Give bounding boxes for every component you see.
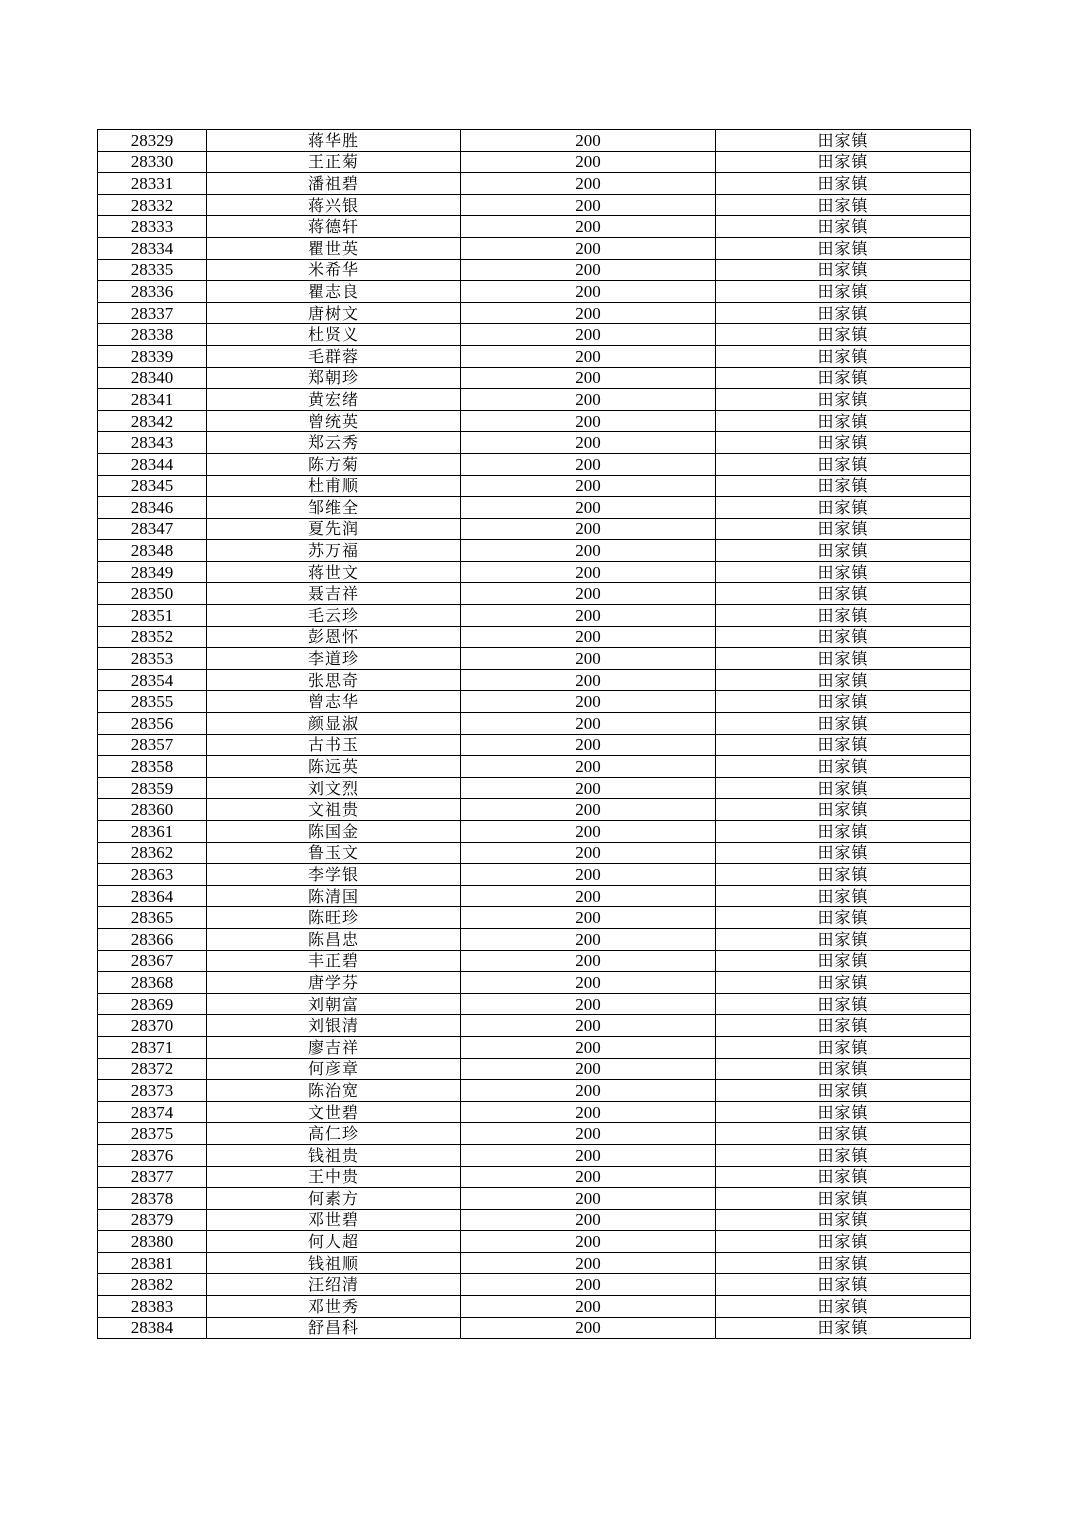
cell-id: 28348 (98, 540, 207, 562)
cell-id: 28366 (98, 928, 207, 950)
table-row (98, 842, 971, 864)
cell-amount: 200 (461, 130, 716, 152)
cell-id: 28372 (98, 1058, 207, 1080)
cell-amount: 200 (461, 281, 716, 303)
cell-amount: 200 (461, 345, 716, 367)
cell-id: 28344 (98, 453, 207, 475)
cell-amount: 200 (461, 972, 716, 994)
cell-name: 苏万福 (207, 540, 461, 562)
cell-id: 28345 (98, 475, 207, 497)
cell-name: 陈昌忠 (207, 928, 461, 950)
cell-id: 28335 (98, 259, 207, 281)
cell-town: 田家镇 (716, 972, 971, 994)
cell-amount: 200 (461, 1274, 716, 1296)
cell-town: 田家镇 (716, 367, 971, 389)
cell-amount: 200 (461, 583, 716, 605)
table-row (98, 1144, 971, 1166)
cell-amount: 200 (461, 1036, 716, 1058)
cell-name: 彭恩怀 (207, 626, 461, 648)
cell-amount: 200 (461, 1231, 716, 1253)
table-row (98, 1252, 971, 1274)
cell-name: 刘文烈 (207, 777, 461, 799)
cell-id: 28378 (98, 1188, 207, 1210)
cell-id: 28368 (98, 972, 207, 994)
cell-town: 田家镇 (716, 1080, 971, 1102)
cell-id: 28377 (98, 1166, 207, 1188)
cell-amount: 200 (461, 151, 716, 173)
cell-id: 28331 (98, 173, 207, 195)
cell-name: 李学银 (207, 864, 461, 886)
cell-id: 28384 (98, 1317, 207, 1339)
cell-id: 28338 (98, 324, 207, 346)
cell-amount: 200 (461, 1015, 716, 1037)
cell-town: 田家镇 (716, 1101, 971, 1123)
table-row (98, 1036, 971, 1058)
cell-town: 田家镇 (716, 648, 971, 670)
cell-town: 田家镇 (716, 734, 971, 756)
cell-id: 28356 (98, 713, 207, 735)
cell-name: 廖吉祥 (207, 1036, 461, 1058)
table-row (98, 151, 971, 173)
table-row (98, 648, 971, 670)
cell-name: 瞿世英 (207, 237, 461, 259)
table-row (98, 1231, 971, 1253)
table-row (98, 950, 971, 972)
table-row (98, 1058, 971, 1080)
table-row (98, 1166, 971, 1188)
cell-name: 曾志华 (207, 691, 461, 713)
cell-name: 陈方菊 (207, 453, 461, 475)
cell-id: 28363 (98, 864, 207, 886)
cell-name: 毛群蓉 (207, 345, 461, 367)
cell-id: 28365 (98, 907, 207, 929)
cell-amount: 200 (461, 389, 716, 411)
cell-amount: 200 (461, 518, 716, 540)
cell-town: 田家镇 (716, 173, 971, 195)
cell-id: 28369 (98, 993, 207, 1015)
cell-name: 陈国金 (207, 821, 461, 843)
cell-town: 田家镇 (716, 1188, 971, 1210)
cell-name: 蒋华胜 (207, 130, 461, 152)
cell-amount: 200 (461, 907, 716, 929)
cell-town: 田家镇 (716, 1317, 971, 1339)
cell-town: 田家镇 (716, 237, 971, 259)
cell-name: 李道珍 (207, 648, 461, 670)
table-row (98, 669, 971, 691)
cell-amount: 200 (461, 540, 716, 562)
cell-amount: 200 (461, 432, 716, 454)
table-row (98, 1188, 971, 1210)
table-row (98, 583, 971, 605)
cell-amount: 200 (461, 302, 716, 324)
cell-id: 28361 (98, 821, 207, 843)
cell-amount: 200 (461, 1317, 716, 1339)
cell-town: 田家镇 (716, 626, 971, 648)
cell-name: 郑朝珍 (207, 367, 461, 389)
cell-id: 28333 (98, 216, 207, 238)
table-row (98, 194, 971, 216)
cell-town: 田家镇 (716, 259, 971, 281)
cell-amount: 200 (461, 669, 716, 691)
cell-id: 28351 (98, 605, 207, 627)
cell-amount: 200 (461, 1252, 716, 1274)
table-row (98, 1101, 971, 1123)
cell-name: 何彦章 (207, 1058, 461, 1080)
table-row (98, 302, 971, 324)
cell-name: 高仁珍 (207, 1123, 461, 1145)
cell-town: 田家镇 (716, 821, 971, 843)
cell-amount: 200 (461, 648, 716, 670)
cell-amount: 200 (461, 1188, 716, 1210)
cell-town: 田家镇 (716, 777, 971, 799)
table-row (98, 1015, 971, 1037)
cell-id: 28367 (98, 950, 207, 972)
table-row (98, 799, 971, 821)
cell-town: 田家镇 (716, 518, 971, 540)
table-row (98, 173, 971, 195)
cell-amount: 200 (461, 1101, 716, 1123)
cell-id: 28380 (98, 1231, 207, 1253)
cell-town: 田家镇 (716, 605, 971, 627)
cell-amount: 200 (461, 1144, 716, 1166)
cell-name: 瞿志良 (207, 281, 461, 303)
cell-amount: 200 (461, 1080, 716, 1102)
cell-name: 陈旺珍 (207, 907, 461, 929)
table-row (98, 734, 971, 756)
table-row (98, 691, 971, 713)
cell-name: 夏先润 (207, 518, 461, 540)
cell-amount: 200 (461, 691, 716, 713)
cell-id: 28373 (98, 1080, 207, 1102)
cell-town: 田家镇 (716, 345, 971, 367)
cell-amount: 200 (461, 885, 716, 907)
cell-id: 28370 (98, 1015, 207, 1037)
cell-id: 28340 (98, 367, 207, 389)
table-row (98, 216, 971, 238)
cell-town: 田家镇 (716, 302, 971, 324)
table-row (98, 345, 971, 367)
cell-id: 28346 (98, 497, 207, 519)
cell-town: 田家镇 (716, 1144, 971, 1166)
cell-name: 刘朝富 (207, 993, 461, 1015)
cell-id: 28364 (98, 885, 207, 907)
table-row (98, 907, 971, 929)
cell-town: 田家镇 (716, 1252, 971, 1274)
cell-town: 田家镇 (716, 928, 971, 950)
cell-amount: 200 (461, 842, 716, 864)
cell-town: 田家镇 (716, 842, 971, 864)
cell-amount: 200 (461, 1058, 716, 1080)
cell-town: 田家镇 (716, 1274, 971, 1296)
cell-id: 28354 (98, 669, 207, 691)
cell-town: 田家镇 (716, 1231, 971, 1253)
cell-name: 蒋德轩 (207, 216, 461, 238)
cell-name: 王中贵 (207, 1166, 461, 1188)
cell-name: 邓世碧 (207, 1209, 461, 1231)
table-row (98, 1209, 971, 1231)
cell-name: 何人超 (207, 1231, 461, 1253)
cell-town: 田家镇 (716, 669, 971, 691)
cell-amount: 200 (461, 410, 716, 432)
cell-town: 田家镇 (716, 1015, 971, 1037)
cell-town: 田家镇 (716, 216, 971, 238)
cell-amount: 200 (461, 734, 716, 756)
table-body (98, 130, 971, 1339)
cell-name: 文世碧 (207, 1101, 461, 1123)
cell-name: 曾统英 (207, 410, 461, 432)
table-row (98, 993, 971, 1015)
cell-amount: 200 (461, 453, 716, 475)
table-row (98, 605, 971, 627)
cell-town: 田家镇 (716, 410, 971, 432)
cell-amount: 200 (461, 821, 716, 843)
cell-town: 田家镇 (716, 432, 971, 454)
cell-id: 28330 (98, 151, 207, 173)
cell-amount: 200 (461, 799, 716, 821)
cell-amount: 200 (461, 324, 716, 346)
cell-name: 陈清国 (207, 885, 461, 907)
cell-town: 田家镇 (716, 864, 971, 886)
table-row (98, 972, 971, 994)
cell-id: 28375 (98, 1123, 207, 1145)
cell-town: 田家镇 (716, 950, 971, 972)
cell-town: 田家镇 (716, 1123, 971, 1145)
table-row (98, 410, 971, 432)
cell-town: 田家镇 (716, 497, 971, 519)
table-row (98, 237, 971, 259)
table-row (98, 1274, 971, 1296)
cell-id: 28332 (98, 194, 207, 216)
cell-name: 邹维全 (207, 497, 461, 519)
cell-name: 唐学芬 (207, 972, 461, 994)
table-row (98, 626, 971, 648)
cell-id: 28339 (98, 345, 207, 367)
cell-id: 28357 (98, 734, 207, 756)
cell-name: 何素方 (207, 1188, 461, 1210)
cell-amount: 200 (461, 605, 716, 627)
cell-name: 杜贤义 (207, 324, 461, 346)
table-row (98, 561, 971, 583)
table-row (98, 367, 971, 389)
cell-id: 28341 (98, 389, 207, 411)
cell-id: 28358 (98, 756, 207, 778)
table-row (98, 777, 971, 799)
cell-name: 鲁玉文 (207, 842, 461, 864)
cell-name: 颜显淑 (207, 713, 461, 735)
table-row (98, 713, 971, 735)
cell-amount: 200 (461, 777, 716, 799)
cell-name: 聂吉祥 (207, 583, 461, 605)
cell-id: 28381 (98, 1252, 207, 1274)
cell-town: 田家镇 (716, 540, 971, 562)
cell-name: 张思奇 (207, 669, 461, 691)
table-row (98, 1123, 971, 1145)
cell-town: 田家镇 (716, 993, 971, 1015)
cell-amount: 200 (461, 626, 716, 648)
payment-roster-table (97, 129, 971, 1339)
cell-amount: 200 (461, 367, 716, 389)
table-row (98, 130, 971, 152)
table-row (98, 497, 971, 519)
cell-town: 田家镇 (716, 691, 971, 713)
cell-amount: 200 (461, 216, 716, 238)
cell-town: 田家镇 (716, 151, 971, 173)
cell-name: 刘银清 (207, 1015, 461, 1037)
cell-id: 28371 (98, 1036, 207, 1058)
cell-amount: 200 (461, 259, 716, 281)
cell-id: 28362 (98, 842, 207, 864)
cell-name: 钱祖贵 (207, 1144, 461, 1166)
cell-id: 28337 (98, 302, 207, 324)
cell-town: 田家镇 (716, 1036, 971, 1058)
cell-name: 唐树文 (207, 302, 461, 324)
cell-id: 28342 (98, 410, 207, 432)
cell-amount: 200 (461, 713, 716, 735)
cell-id: 28336 (98, 281, 207, 303)
table-row (98, 518, 971, 540)
cell-name: 文祖贵 (207, 799, 461, 821)
cell-town: 田家镇 (716, 1296, 971, 1318)
cell-town: 田家镇 (716, 389, 971, 411)
cell-town: 田家镇 (716, 561, 971, 583)
cell-amount: 200 (461, 1209, 716, 1231)
table-row (98, 540, 971, 562)
cell-amount: 200 (461, 237, 716, 259)
cell-name: 毛云珍 (207, 605, 461, 627)
cell-town: 田家镇 (716, 475, 971, 497)
cell-id: 28343 (98, 432, 207, 454)
cell-town: 田家镇 (716, 583, 971, 605)
cell-amount: 200 (461, 173, 716, 195)
table-row (98, 259, 971, 281)
cell-name: 杜甫顺 (207, 475, 461, 497)
cell-town: 田家镇 (716, 281, 971, 303)
cell-id: 28379 (98, 1209, 207, 1231)
cell-name: 陈治宽 (207, 1080, 461, 1102)
cell-town: 田家镇 (716, 453, 971, 475)
cell-id: 28359 (98, 777, 207, 799)
cell-amount: 200 (461, 756, 716, 778)
cell-name: 潘祖碧 (207, 173, 461, 195)
cell-amount: 200 (461, 1123, 716, 1145)
cell-amount: 200 (461, 928, 716, 950)
table-row (98, 756, 971, 778)
cell-name: 王正菊 (207, 151, 461, 173)
cell-name: 陈远英 (207, 756, 461, 778)
table-row (98, 324, 971, 346)
cell-town: 田家镇 (716, 130, 971, 152)
table-row (98, 1080, 971, 1102)
cell-town: 田家镇 (716, 799, 971, 821)
cell-id: 28376 (98, 1144, 207, 1166)
cell-amount: 200 (461, 950, 716, 972)
cell-name: 黄宏绪 (207, 389, 461, 411)
table-row (98, 821, 971, 843)
cell-name: 蒋兴银 (207, 194, 461, 216)
cell-amount: 200 (461, 993, 716, 1015)
cell-name: 舒昌科 (207, 1317, 461, 1339)
table-row (98, 928, 971, 950)
table-row (98, 281, 971, 303)
cell-name: 汪绍清 (207, 1274, 461, 1296)
cell-name: 郑云秀 (207, 432, 461, 454)
cell-town: 田家镇 (716, 324, 971, 346)
cell-amount: 200 (461, 475, 716, 497)
table-row (98, 475, 971, 497)
cell-id: 28349 (98, 561, 207, 583)
table-row (98, 453, 971, 475)
cell-amount: 200 (461, 497, 716, 519)
cell-town: 田家镇 (716, 885, 971, 907)
cell-id: 28329 (98, 130, 207, 152)
cell-name: 丰正碧 (207, 950, 461, 972)
cell-name: 米希华 (207, 259, 461, 281)
cell-amount: 200 (461, 864, 716, 886)
cell-id: 28374 (98, 1101, 207, 1123)
cell-id: 28360 (98, 799, 207, 821)
cell-id: 28334 (98, 237, 207, 259)
cell-id: 28383 (98, 1296, 207, 1318)
cell-town: 田家镇 (716, 1166, 971, 1188)
table-row (98, 1296, 971, 1318)
cell-name: 邓世秀 (207, 1296, 461, 1318)
cell-id: 28347 (98, 518, 207, 540)
cell-town: 田家镇 (716, 1209, 971, 1231)
cell-id: 28355 (98, 691, 207, 713)
cell-id: 28382 (98, 1274, 207, 1296)
cell-id: 28353 (98, 648, 207, 670)
cell-town: 田家镇 (716, 907, 971, 929)
cell-name: 古书玉 (207, 734, 461, 756)
cell-id: 28350 (98, 583, 207, 605)
cell-name: 钱祖顺 (207, 1252, 461, 1274)
cell-amount: 200 (461, 1296, 716, 1318)
cell-town: 田家镇 (716, 756, 971, 778)
cell-amount: 200 (461, 561, 716, 583)
cell-town: 田家镇 (716, 1058, 971, 1080)
cell-town: 田家镇 (716, 194, 971, 216)
table-row (98, 1317, 971, 1339)
cell-town: 田家镇 (716, 713, 971, 735)
table-row (98, 864, 971, 886)
table-row (98, 389, 971, 411)
cell-name: 蒋世文 (207, 561, 461, 583)
cell-amount: 200 (461, 194, 716, 216)
cell-id: 28352 (98, 626, 207, 648)
table-row (98, 885, 971, 907)
table-row (98, 432, 971, 454)
cell-amount: 200 (461, 1166, 716, 1188)
